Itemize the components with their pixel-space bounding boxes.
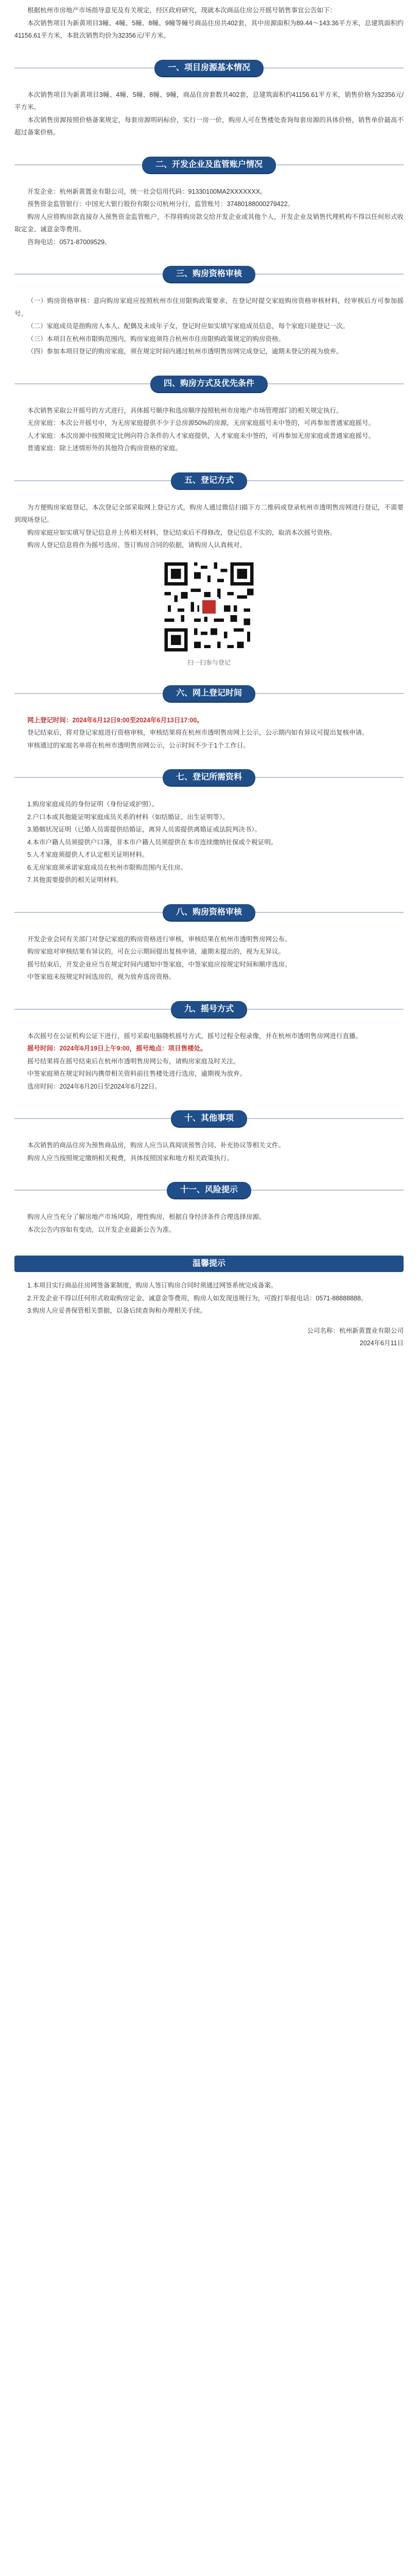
section-paragraph: 开发企业：杭州新黄置业有限公司，统一社会信用代码：91330100MA2XXXXXXX。: [27, 188, 267, 195]
intro-paragraph: 根据杭州市房地产市场指导意见及有关规定，经区政府研究，现就本次商品住房公开摇号销售事宜公告如下：: [27, 7, 337, 14]
section-header: [14, 155, 404, 175]
section-paragraph: （一）购房资格审核：意向购房家庭应按照杭州市住房限购政策要求，在登记时提交家庭购房资格审核材料，经审核后方可参加摇号。: [14, 297, 404, 317]
intro-paragraph: 本次销售项目为新黄项目3幢、4幢、5幢、8幢、9幢等幢号商品住房共402套，其中房源面积为89.44～143.36平方米，总建筑面积约41156.61平方米，本批次销售均价为32356元/平方米。: [14, 19, 404, 39]
section-paragraph: 购房家庭应如实填写登记信息并上传相关材料，登记结束后不得修改，登记信息不实的，取消本次摇号资格。: [27, 529, 337, 536]
section-title: 九、摇号方式: [171, 1001, 247, 1018]
section-title: 八、购房资格审核: [163, 904, 255, 921]
list-item: 2.户口本或其他能证明家庭成员关系的材料（如结婚证、出生证明等）。: [27, 813, 229, 821]
qr-code-icon[interactable]: [161, 559, 257, 655]
section-paragraph: 本次摇号在公证机构公证下进行，摇号采取电脑随机摇号方式，摇号过程全程录像，并在杭州市透明售房网进行直播。: [27, 1032, 362, 1040]
qr-code-wrapper: [14, 559, 404, 668]
lottery-time: 摇号时间：2024年6月19日上午9:00，摇号地点：项目售楼处。: [27, 1045, 207, 1052]
section-paragraph: 无房家庭：本次公开摇号中，为无房家庭提供不少于总房源50%的房源，无房家庭摇号未中签的，可再参加普通家庭摇号。: [27, 419, 375, 427]
section-paragraph: 中签家庭须在规定时间内携带相关资料前往售楼处进行选房，逾期视为放弃。: [27, 1070, 247, 1077]
qr-hint: 扫一扫参与登记: [187, 658, 231, 666]
registration-time: 网上登记时间：2024年6月12日9:00至2024年6月13日17:00。: [27, 716, 203, 724]
tips-item: 2.开发企业不得以任何形式收取购房定金、诚意金等费用，购房人如发现违规行为，可拨打举报电话：0571-88888888。: [27, 1294, 368, 1302]
section-paragraph: 购房家庭对审核结果有异议的，可在公示期间提出复核申请，逾期未提出的，视为无异议。: [27, 948, 285, 955]
section-header: [14, 902, 404, 923]
list-item: 1.购房家庭成员的身份证明（身份证或护照）。: [27, 801, 159, 808]
section-paragraph: 中签家庭未按规定时间选房的，视为放弃选房资格。: [27, 973, 176, 980]
section-paragraph: 人才家庭：本次房源中按照规定比例向符合条件的人才家庭提供，人才家庭未中签的，可再参加无房家庭或普通家庭摇号。: [27, 432, 375, 439]
section-paragraph: 购房人登记信息将作为摇号选房、签订购房合同的依据，请购房人认真核对。: [27, 541, 247, 549]
section-title: 二、开发企业及监管账户情况: [142, 157, 276, 173]
section-header: [14, 999, 404, 1020]
section-paragraph: （三）本项目在杭州市限购范围内，购房家庭须符合杭州市住房限购政策规定的购房资格。: [27, 335, 285, 343]
section-header: [14, 1180, 404, 1200]
section-paragraph: 普通家庭：除上述情形外的其他符合购房资格的家庭。: [27, 445, 182, 452]
footer: [14, 1325, 404, 1350]
list-item: 6.无房家庭须承诺家庭成员在杭州市限购范围内无住房。: [27, 863, 187, 871]
section-paragraph: 本次销售采取公开摇号的方式进行，具体摇号顺序和选房顺序按照杭州市房地产市场管理部门的相关规定执行。: [27, 406, 343, 414]
section-header: [14, 58, 404, 78]
list-item: 7.其他需要提供的相关证明材料。: [27, 876, 123, 884]
section-paragraph: 选房时间：2024年6月20日至2024年6月22日。: [27, 1082, 161, 1090]
section-header: [14, 767, 404, 788]
section-paragraph: 购房人应当充分了解房地产市场风险，理性购房，根据自身经济条件合理选择房源。: [27, 1213, 266, 1221]
section-title: 六、网上登记时间: [163, 685, 255, 702]
section-title: 三、购房资格审核: [163, 266, 255, 282]
company-name: 公司名称：杭州新黄置业有限公司: [307, 1327, 404, 1334]
section-paragraph: 本次销售房源按照价格备案规定，每套房源明码标价，实行一房一价，购房人可在售楼处查询每套房源的具体价格，销售单价最高不超过备案价格。: [14, 116, 404, 136]
section-title: 四、购房方式及优先条件: [150, 376, 268, 392]
section-paragraph: 本次销售的商品住房为预售商品房，购房人应当认真阅读预售合同、补充协议等相关文件。: [27, 1142, 285, 1149]
section-paragraph: 购房人应将购房款直接存入预售资金监管账户，不得将购房款交给开发企业或其他个人，开发企业及销售代理机构不得以任何形式收取定金、诚意金等费用。: [14, 213, 404, 233]
list-item: 3.婚姻状况证明（已婚人员需提供结婚证，离异人员需提供离婚证或法院判决书）。: [27, 826, 262, 833]
announcement-date: 2024年6月11日: [359, 1340, 404, 1347]
section-header: [14, 374, 404, 394]
tips-item: 3.购房人应妥善保管相关票据，以备后续查询和办理相关手续。: [27, 1307, 206, 1314]
section-header: [14, 470, 404, 491]
section-paragraph: 为方便购房家庭登记，本次登记全部采取网上登记方式，购房人通过微信扫描下方二维码或登录杭州市透明售房网进行登记，不需要到现场登记。: [14, 503, 404, 523]
section-title: 一、项目房源基本情况: [154, 60, 264, 76]
section-paragraph: 购房人应当按照规定缴纳相关税费，具体按照国家和地方相关政策执行。: [27, 1154, 234, 1162]
tips-item: 1.本项目实行商品住房网签备案制度，购房人签订购房合同时须通过网签系统完成备案。: [27, 1282, 277, 1289]
section-header: [14, 1108, 404, 1129]
section-paragraph: 开发企业会同有关部门对登记家庭的购房资格进行审核，审核结果在杭州市透明售房网公布。: [27, 935, 291, 943]
section-title: 十、其他事项: [171, 1110, 247, 1127]
section-title: 十一、风险提示: [167, 1182, 251, 1198]
section-paragraph: （四）参加本项目登记的购房家庭，须在规定时间内通过杭州市透明售房网完成登记，逾期未登记的视为放弃。: [27, 348, 343, 355]
intro: [14, 4, 404, 42]
section-paragraph: 本次销售项目为新黄项目3幢、4幢、5幢、8幢、9幢，商品住房套数共402套，总建筑面积约41156.61平方米，销售价格为32356元/平方米。: [14, 91, 404, 111]
contact-phone: 咨询电话：0571-87009529。: [27, 238, 111, 246]
section-paragraph: （二）家庭成员是指购房人本人、配偶及未成年子女，登记时应如实填写家庭成员信息，每个家庭只能登记一次。: [27, 323, 350, 330]
section-header: [14, 683, 404, 704]
section-paragraph: 预售资金监管银行：中国光大银行股份有限公司杭州分行，监管账号：37480188000279422。: [27, 200, 294, 208]
section-paragraph: 审核通过的家庭名单将在杭州市透明售房网公示，公示时间不少于1个工作日。: [27, 741, 250, 749]
section-title: 七、登记所需资料: [163, 769, 255, 786]
section-title: 五、登记方式: [171, 472, 247, 489]
section-paragraph: 登记结束后，将对登记家庭进行资格审核，审核结果将在杭州市透明售房网上公示，公示期内如有异议可提出复核申请。: [27, 729, 369, 736]
section-header: [14, 264, 404, 284]
tips-banner: 温馨提示: [14, 1256, 404, 1272]
list-item: 4.本市户籍人员须提供户口簿，非本市户籍人员须提供在本市连续缴纳社保或个税证明。: [27, 838, 277, 846]
section-paragraph: 摇号结束后，开发企业应当在规定时间内通知中签家庭，中签家庭应按规定时间和顺序选房。: [27, 960, 291, 968]
section-paragraph: 摇号结果将在摇号结束后在杭州市透明售房网公布，请购房家庭及时关注。: [27, 1057, 240, 1065]
list-item: 5.人才家庭须提供人才认定相关证明材料。: [27, 851, 149, 858]
section-paragraph: 本次公告内容如有变动，以开发企业最新公告为准。: [27, 1226, 176, 1233]
